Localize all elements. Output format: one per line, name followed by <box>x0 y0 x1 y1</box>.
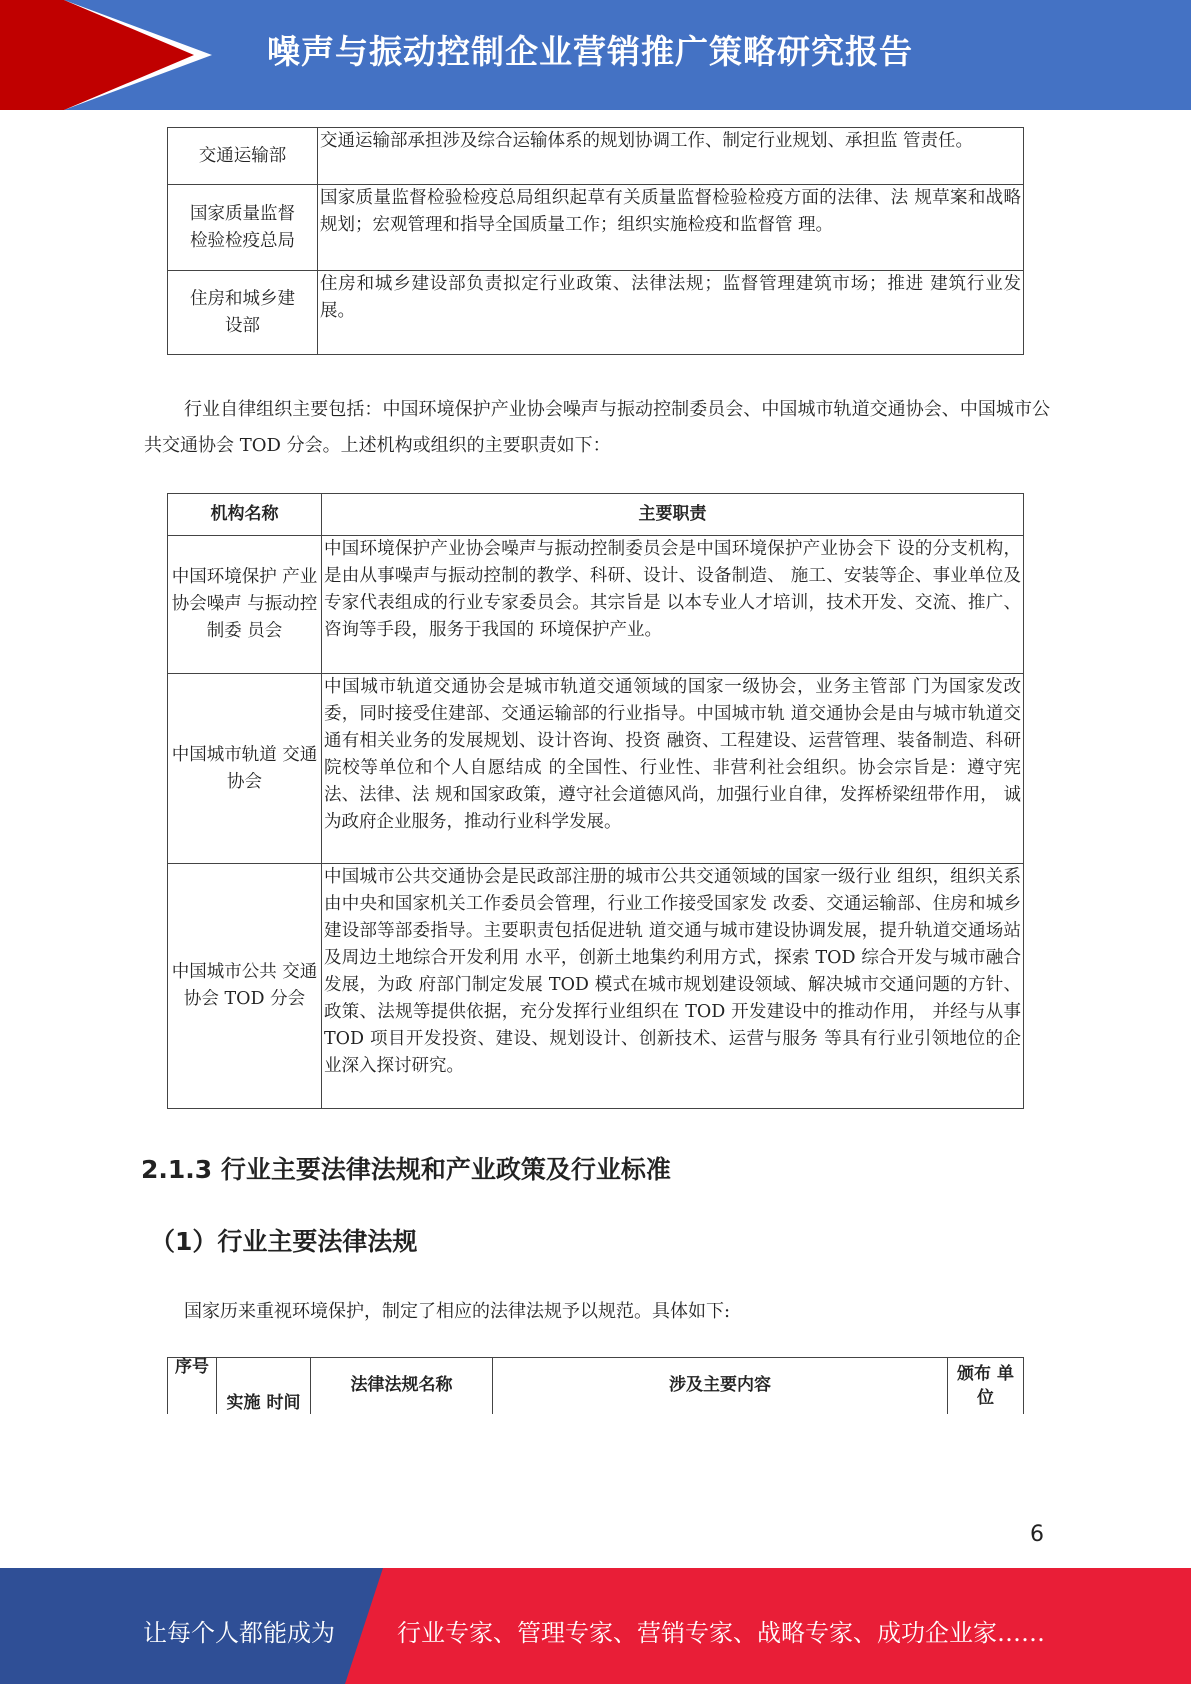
body-paragraph: 国家历来重视环境保护，制定了相应的法律法规予以规范。具体如下: <box>184 1301 731 1322</box>
column-header: 主要职责 <box>322 494 1024 536</box>
header-bar <box>0 0 1191 110</box>
footer-slogan-left: 让每个人都能成为 <box>143 1619 335 1647</box>
agency-duty: 交通运输部承担涉及综合运输体系的规划协调工作、制定行业规划、承担监 管责任。 <box>318 128 1024 185</box>
government-agencies-table <box>167 127 1024 355</box>
column-header: 法律法规名称 <box>311 1358 493 1414</box>
agency-name: 国家质量监督检验检疫总局 <box>168 185 318 271</box>
table-row <box>168 185 1024 271</box>
header-chevron-red <box>64 0 194 110</box>
laws-table <box>167 1357 1024 1414</box>
agency-duty: 国家质量监督检验检疫总局组织起草有关质量监督检验检疫方面的法律、法 规草案和战略规划；宏观管理和指导全国质量工作；组织实施检疫和监督管 理。 <box>318 185 1024 271</box>
org-duty: 中国城市公共交通协会是民政部注册的城市公共交通领域的国家一级行业 组织，组织关系由中央和国家机关工作委员会管理，行业工作接受国家发 改委、交通运输部、住房和城乡建设部等部委指导。主要职责包括促进轨 道交通与城市建设协调发展，提升轨道交通场站及周边土地综合开发利用 水平，创新土地集约利用方式，探索 TOD 综合开发与城市融合发展，为政 府部门制定发展 TOD 模式在城市规划建设领域、解决城市交通问题的方针、 政策、法规等提供依据，充分发挥行业组织在 TOD 开发建设中的推动作用， 并经与从事 TOD 项目开发投资、建设、规划设计、创新技术、运营与服务 等具有行业引领地位的企业深入探讨研究。 <box>322 864 1024 1109</box>
page-number: 6 <box>1030 1522 1044 1547</box>
table-header-row <box>168 494 1024 536</box>
table-row <box>168 271 1024 355</box>
agency-name: 交通运输部 <box>168 128 318 185</box>
org-name: 中国城市公共 交通协会 TOD 分会 <box>168 864 322 1109</box>
sub-heading: （1）行业主要法律法规 <box>150 1227 418 1256</box>
body-paragraph: 行业自律组织主要包括：中国环境保护产业协会噪声与振动控制委员会、中国城市轨道交通协会、中国城市公共交通协会 TOD 分会。上述机构或组织的主要职责如下： <box>144 399 1050 456</box>
org-duty: 中国城市轨道交通协会是城市轨道交通领域的国家一级协会，业务主管部 门为国家发改委，同时接受住建部、交通运输部的行业指导。中国城市轨 道交通协会是由与城市轨道交通有相关业务的发展规划、设计咨询、投资 融资、工程建设、运营管理、装备制造、科研院校等单位和个人自愿结成 的全国性、行业性、非营利社会组织。协会宗旨是：遵守宪法、法律、法 规和国家政策，遵守社会道德风尚，加强行业自律，发挥桥梁纽带作用， 诚为政府企业服务，推动行业科学发展。 <box>322 674 1024 864</box>
footer-slogan-right: 行业专家、管理专家、营销专家、战略专家、成功企业家…… <box>397 1619 1045 1647</box>
header-red-block <box>0 0 64 110</box>
column-header: 机构名称 <box>168 494 322 536</box>
column-header: 序号 <box>168 1358 217 1414</box>
column-header: 实施 时间 <box>217 1358 311 1414</box>
table-row <box>168 864 1024 1109</box>
agency-name: 住房和城乡建设部 <box>168 271 318 355</box>
org-duty: 中国环境保护产业协会噪声与振动控制委员会是中国环境保护产业协会下 设的分支机构，是由从事噪声与振动控制的教学、科研、设计、设备制造、 施工、安装等企、事业单位及专家代表组成的行业专家委员会。其宗旨是 以本专业人才培训，技术开发、交流、推广、咨询等手段，服务于我国的 环境保护产业。 <box>322 536 1024 674</box>
table-row <box>168 128 1024 185</box>
table-row <box>168 674 1024 864</box>
column-header: 涉及主要内容 <box>493 1358 948 1414</box>
org-name: 中国环境保护 产业协会噪声 与振动控制委 员会 <box>168 536 322 674</box>
column-header: 颁布 单位 <box>948 1358 1024 1414</box>
report-title: 噪声与振动控制企业营销推广策略研究报告 <box>267 32 913 71</box>
section-heading: 2.1.3 行业主要法律法规和产业政策及行业标准 <box>141 1155 671 1184</box>
agency-duty: 住房和城乡建设部负责拟定行业政策、法律法规；监督管理建筑市场；推进 建筑行业发展。 <box>318 271 1024 355</box>
self-regulatory-orgs-table <box>167 493 1024 1109</box>
org-name: 中国城市轨道 交通协会 <box>168 674 322 864</box>
table-header-row <box>168 1358 1024 1414</box>
table-row <box>168 536 1024 674</box>
